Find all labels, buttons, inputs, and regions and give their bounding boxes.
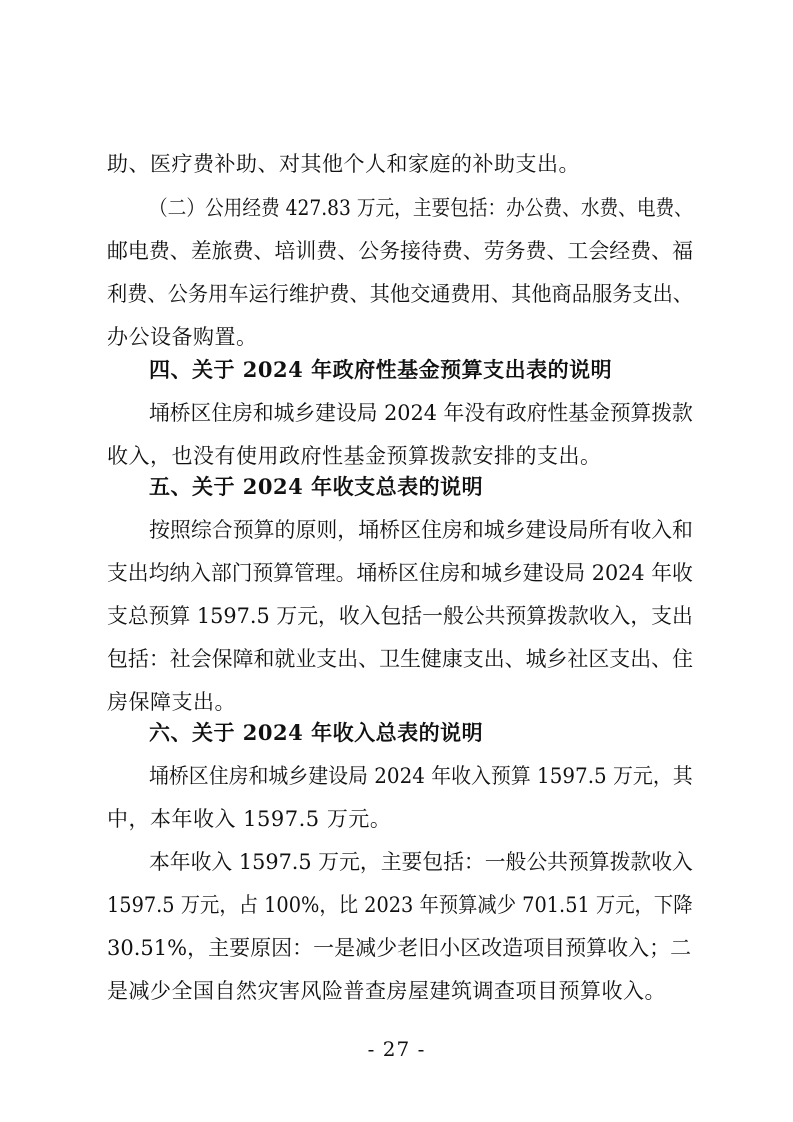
paragraph-line: 本年收入 1597.5 万元，主要包括：一般公共预算拨款收入 [149,850,693,874]
paragraph-line: 邮电费、差旅费、培训费、公务接待费、劳务费、工会经费、福 [107,239,694,263]
paragraph-line: 房保障支出。 [107,690,236,714]
paragraph-line: 支出均纳入部门预算管理。埇桥区住房和城乡建设局 2024 年收 [107,561,693,585]
paragraph-line: 按照综合预算的原则，埇桥区住房和城乡建设局所有收入和 [149,518,693,542]
paragraph-line: 是减少全国自然灾害风险普查房屋建筑调查项目预算收入。 [107,979,666,1003]
paragraph-line: （二）公用经费 427.83 万元，主要包括：办公费、水费、电费、 [149,196,693,220]
section-heading: 五、关于 2024 年收支总表的说明 [149,474,484,499]
paragraph-line: 包括：社会保障和就业支出、卫生健康支出、城乡社区支出、住 [107,647,694,671]
paragraph-line: 利费、公务用车运行维护费、其他交通费用、其他商品服务支出、 [107,282,693,306]
section-heading: 四、关于 2024 年政府性基金预算支出表的说明 [149,357,613,382]
paragraph-line: 埇桥区住房和城乡建设局 2024 年收入预算 1597.5 万元，其 [149,764,693,788]
paragraph-line: 助、医疗费补助、对其他个人和家庭的补助支出。 [107,152,580,176]
page-number: - 27 - [367,1037,426,1061]
section-heading: 六、关于 2024 年收入总表的说明 [149,720,484,745]
paragraph-line: 办公设备购置。 [107,325,258,349]
paragraph-line: 埇桥区住房和城乡建设局 2024 年没有政府性基金预算拨款 [149,401,693,425]
paragraph-line: 支总预算 1597.5 万元，收入包括一般公共预算拨款收入，支出 [107,604,693,628]
paragraph-line: 30.51%，主要原因：一是减少老旧小区改造项目预算收入；二 [107,936,692,960]
paragraph-line: 中，本年收入 1597.5 万元。 [107,807,392,831]
paragraph-line: 收入，也没有使用政府性基金预算拨款安排的支出。 [107,444,602,468]
paragraph-line: 1597.5 万元，占 100%，比 2023 年预算减少 701.51 万元，下降 [107,893,693,917]
